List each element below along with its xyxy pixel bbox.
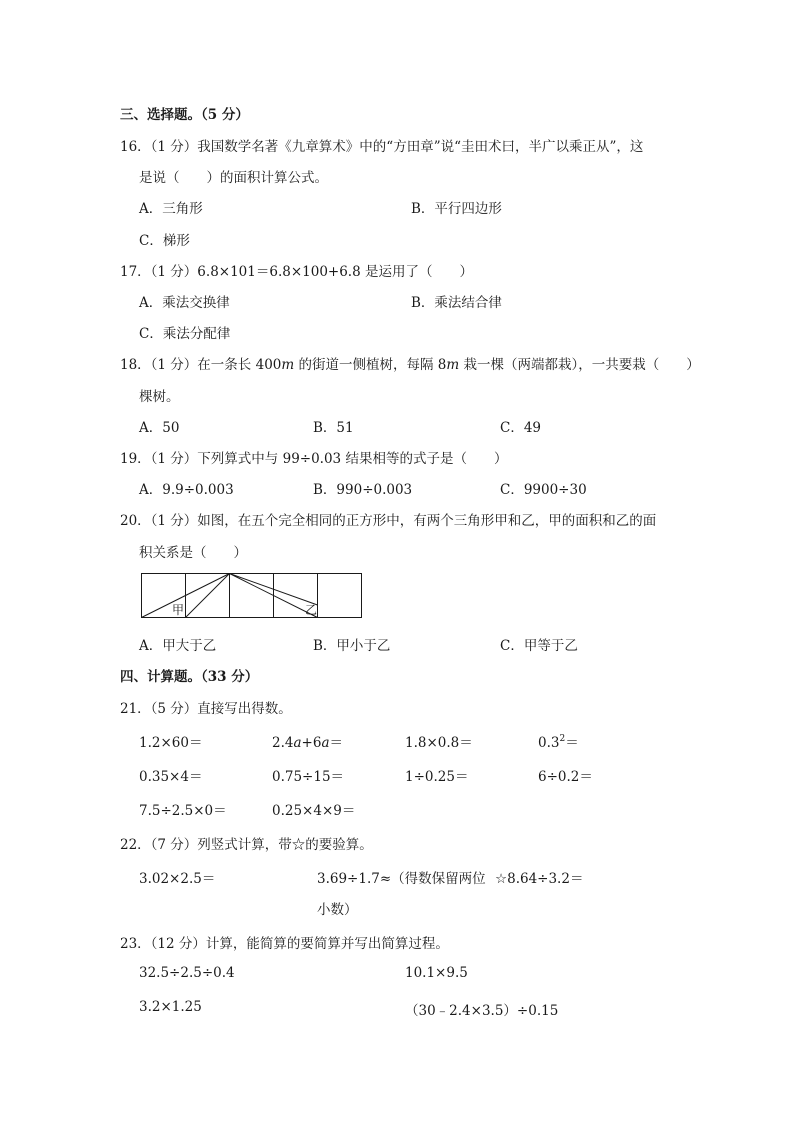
question-18-stem <box>120 353 700 373</box>
question-19-option-a[interactable]: A．9.9÷0.003 <box>139 482 234 498</box>
expression-6-div-0-2: 6÷0.2＝ <box>538 769 593 785</box>
triangle-jia-label: 甲 <box>172 603 185 617</box>
question-20-stem-line1: 20．（1 分）如图，在五个完全相同的正方形中，有两个三角形甲和乙，甲的面积和乙的面 <box>120 513 657 529</box>
question-18-stem-post: 栽一棵（两端都栽），一共要栽（ ） <box>459 357 700 373</box>
expression-3-69-div-1-7-note: 小数） <box>317 902 358 918</box>
expression-1-8x0-8: 1.8×0.8＝ <box>405 735 473 751</box>
question-19-option-b[interactable]: B．990÷0.003 <box>313 482 413 498</box>
expression-10-1x9-5: 10.1×9.5 <box>405 965 468 981</box>
question-21-stem: 21．（5 分）直接写出得数。 <box>120 701 292 717</box>
question-18-stem-line2: 棵树。 <box>139 389 180 405</box>
question-16-stem-line1: 16．（1 分）我国数学名著《九章算术》中的“方田章”说“圭田术曰，半广以乘正从”，这 <box>120 139 644 155</box>
expression-3-2x1-25: 3.2×1.25 <box>139 999 202 1015</box>
five-squares-figure <box>141 573 363 621</box>
expr-equals: ＝ <box>565 735 579 751</box>
question-20-option-a[interactable]: A．甲大于乙 <box>139 638 217 654</box>
expr-part: 2.4 <box>272 735 294 751</box>
question-18-option-b[interactable]: B．51 <box>313 420 354 436</box>
unit-meter: m <box>281 357 295 373</box>
question-17-option-b[interactable]: B．乘法结合律 <box>411 295 502 311</box>
question-18-option-a[interactable]: A．50 <box>139 420 180 436</box>
expression-0-75-div-15: 0.75÷15＝ <box>272 769 345 785</box>
question-16-option-a[interactable]: A．三角形 <box>139 201 203 217</box>
unit-meter: m <box>446 357 460 373</box>
question-17-stem: 17．（1 分）6.8×101＝6.8×100+6.8 是运用了（ ） <box>120 264 473 280</box>
triangle-yi-label: 乙 <box>305 603 318 617</box>
variable-a: a <box>293 735 302 751</box>
question-17-option-c[interactable]: C．乘法分配律 <box>139 326 231 342</box>
expression-32-5-div-2-5-div-0-4: 32.5÷2.5÷0.4 <box>139 965 235 981</box>
question-20-option-b[interactable]: B．甲小于乙 <box>313 638 391 654</box>
question-19-stem: 19．（1 分）下列算式中与 99÷0.03 结果相等的式子是（ ） <box>120 451 508 467</box>
expression-3-69-div-1-7: 3.69÷1.7≈（得数保留两位 <box>317 871 486 887</box>
variable-a: a <box>321 735 330 751</box>
question-20-stem-line2: 积关系是（ ） <box>139 545 247 561</box>
expression-2-4a-plus-6a <box>272 731 343 751</box>
expression-3-02x2-5: 3.02×2.5＝ <box>139 871 216 887</box>
question-17-option-a[interactable]: A．乘法交换律 <box>139 295 230 311</box>
question-16-option-b[interactable]: B．平行四边形 <box>411 201 502 217</box>
expr-exponent: 2 <box>559 734 566 744</box>
question-20-option-c[interactable]: C．甲等于乙 <box>500 638 578 654</box>
expr-part: +6 <box>301 735 322 751</box>
section-4-heading: 四、计算题。（33 分） <box>120 669 259 685</box>
question-18-stem-mid: 的街道一侧植树，每隔 8 <box>294 357 447 373</box>
expression-star-8-64-div-3-2: ☆8.64÷3.2＝ <box>495 871 584 887</box>
expression-1-div-0-25: 1÷0.25＝ <box>405 769 469 785</box>
expression-1-2x60: 1.2×60＝ <box>139 735 203 751</box>
question-19-option-c[interactable]: C．9900÷30 <box>500 482 587 498</box>
expression-0-3-squared <box>538 731 579 751</box>
question-16-stem-line2: 是说（ ）的面积计算公式。 <box>139 170 328 186</box>
expression-0-25x4x9: 0.25×4×9＝ <box>272 803 356 819</box>
question-16-option-c[interactable]: C．梯形 <box>139 233 190 249</box>
expression-bracket-div-0-15: （30﹣2.4×3.5）÷0.15 <box>405 1003 559 1019</box>
question-23-stem: 23．（12 分）计算，能简算的要简算并写出简算过程。 <box>120 936 449 952</box>
expr-base: 0.3 <box>538 735 560 751</box>
question-22-stem: 22．（7 分）列竖式计算，带☆的要验算。 <box>120 837 373 853</box>
question-18-option-c[interactable]: C．49 <box>500 420 542 436</box>
section-3-heading: 三、选择题。（5 分） <box>120 107 249 123</box>
expression-7-5-div-2-5x0: 7.5÷2.5×0＝ <box>139 803 227 819</box>
expr-part: ＝ <box>329 735 344 751</box>
expression-0-35x4: 0.35×4＝ <box>139 769 203 785</box>
question-18-stem-pre: 18．（1 分）在一条长 400 <box>120 357 282 373</box>
